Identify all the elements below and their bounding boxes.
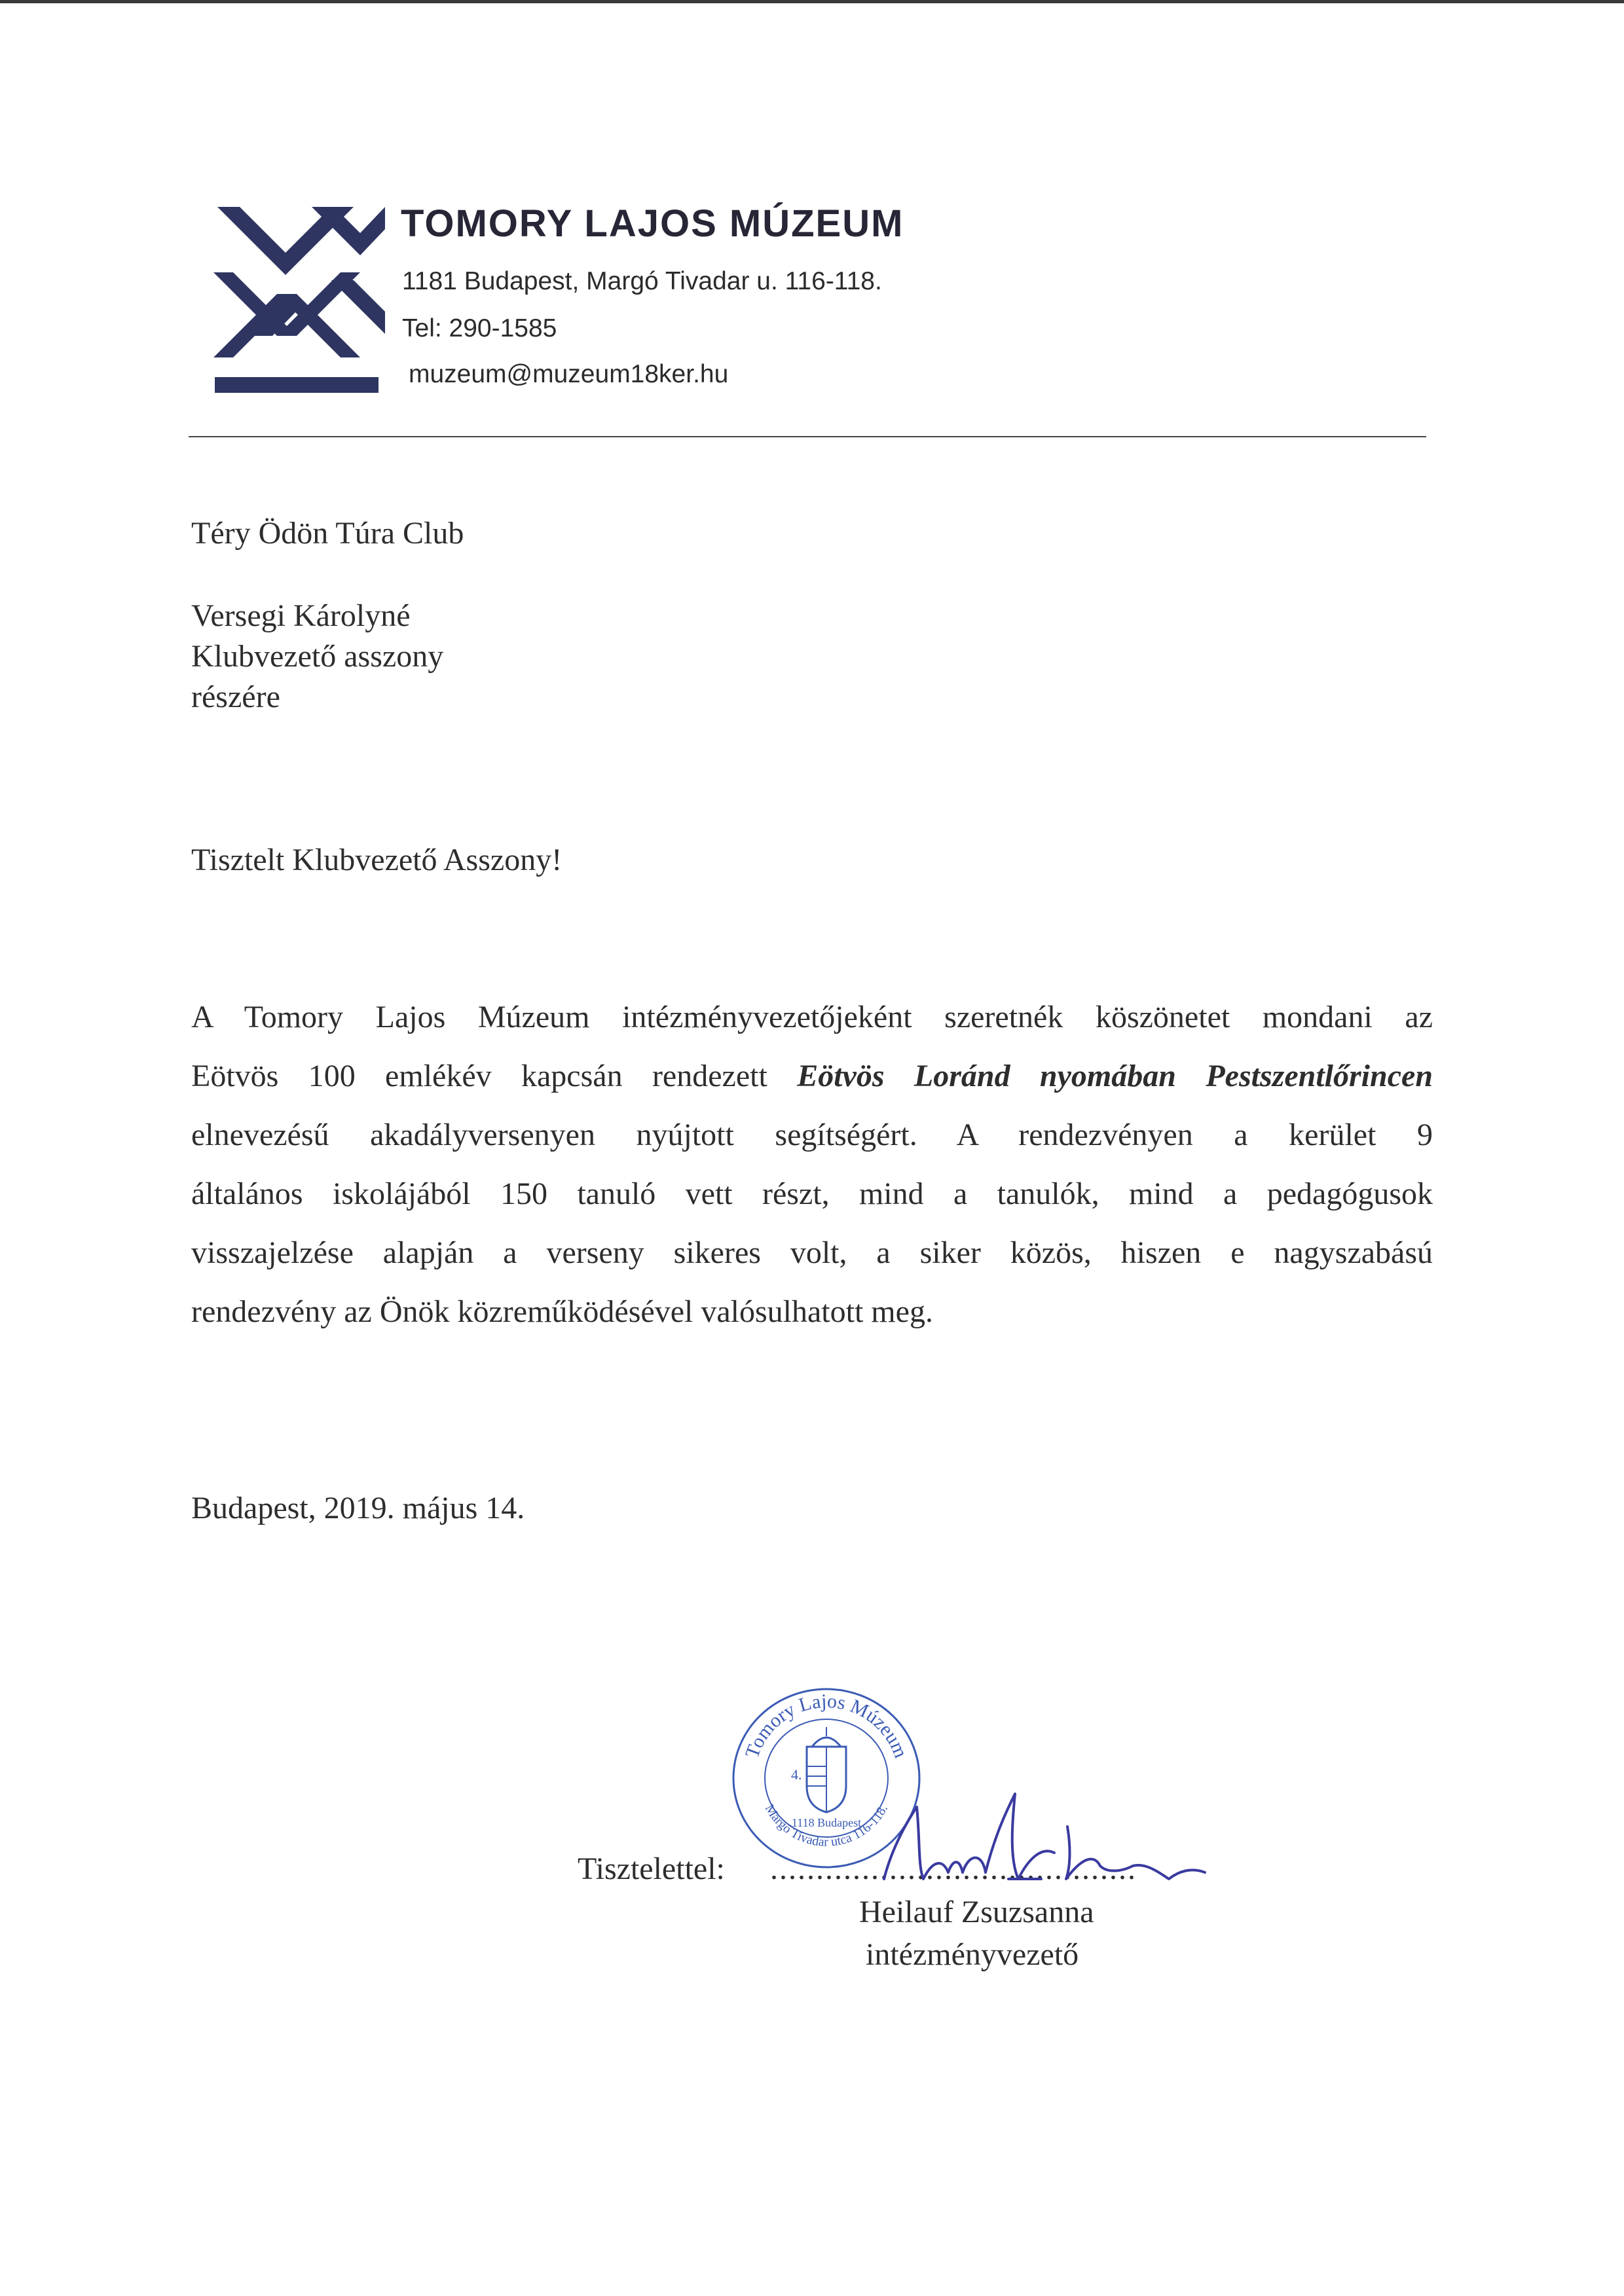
museum-address: 1181 Budapest, Margó Tivadar u. 116-118. <box>402 267 882 295</box>
recipient-block <box>191 596 443 718</box>
recipient-organization: Téry Ödön Túra Club <box>191 516 464 551</box>
date-line: Budapest, 2019. május 14. <box>191 1491 525 1525</box>
body-line: elnevezésű akadályversenyen nyújtott segítségért. A rendezvényen a kerület 9 <box>191 1118 1433 1152</box>
museum-email: muzeum@muzeum18ker.hu <box>409 360 729 388</box>
body-line: általános iskolájából 150 tanuló vett részt, mind a tanulók, mind a pedagógusok <box>191 1176 1433 1211</box>
stamp-number: 4. <box>791 1766 802 1783</box>
museum-name: TOMORY LAJOS MÚZEUM <box>401 202 904 245</box>
stamp-bottom-text: Margó Tivadar utca 116-118. <box>762 1802 891 1850</box>
body-line <box>191 1056 1433 1097</box>
event-title: Eötvös Loránd nyomában Pestszentlőrincen <box>797 1059 1433 1093</box>
body-text: Eötvös 100 emlékév kapcsán rendezett <box>191 1059 798 1093</box>
museum-phone: Tel: 290-1585 <box>402 314 557 342</box>
body-line: visszajelzése alapján a verseny sikeres volt, a siker közös, hiszen e nagyszabású <box>191 1235 1433 1270</box>
museum-chevron-logo-icon <box>213 195 386 395</box>
letterhead-divider <box>189 436 1426 437</box>
handwritten-signature <box>871 1781 1211 1892</box>
signer-name: Heilauf Zsuzsanna <box>859 1895 1094 1929</box>
scan-top-border <box>0 0 1624 3</box>
stamp-outer-text: Tomory Lajos Múzeum <box>741 1690 912 1761</box>
closing-phrase: Tisztelettel: <box>578 1851 725 1886</box>
signature-line: ........................................ <box>770 1851 1137 1886</box>
body-line: A Tomory Lajos Múzeum intézményvezetőjeként szeretnék köszönetet mondani az <box>191 1000 1433 1034</box>
letter-body <box>191 997 1433 1351</box>
signer-title: intézményvezető <box>866 1937 1079 1972</box>
recipient-name: Versegi Károlyné <box>191 598 411 633</box>
recipient-title: Klubvezető asszony <box>191 639 444 674</box>
recipient-attention: részére <box>191 680 280 714</box>
body-line: rendezvény az Önök közreműködésével valósulhatott meg. <box>191 1294 933 1329</box>
salutation: Tisztelt Klubvezető Asszony! <box>191 843 563 877</box>
stamp-city-text: 1118 Budapest <box>791 1816 862 1829</box>
